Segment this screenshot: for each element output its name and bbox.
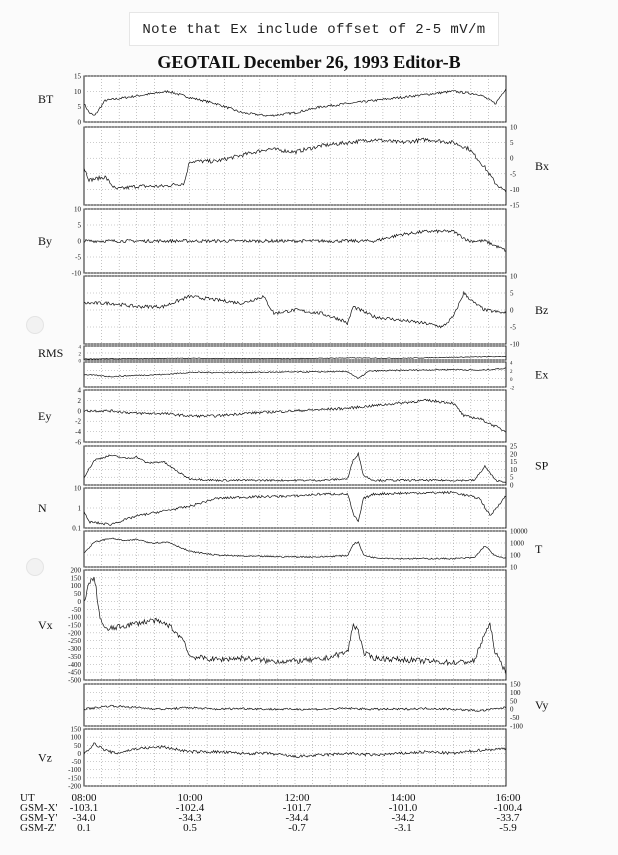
panel-label: Ex <box>535 367 549 382</box>
panel-bz <box>84 273 548 349</box>
tick-label: 25 <box>510 442 517 451</box>
tick-label: 1 <box>77 504 81 513</box>
tick-label: 10000 <box>510 527 528 536</box>
tick-label: 5 <box>77 103 81 112</box>
tick-label: 150 <box>510 680 521 689</box>
panel-label: Bx <box>535 159 550 173</box>
tick-label: -200 <box>68 629 81 638</box>
tick-label: 0 <box>77 597 81 606</box>
panel-bx <box>84 124 549 210</box>
footer-value: 16:00 <box>495 792 521 804</box>
tick-label: -5 <box>75 253 81 262</box>
tick-label: 10 <box>510 272 517 281</box>
footer-value: -34.3 <box>178 812 202 824</box>
tick-label: 2 <box>78 352 81 358</box>
tick-label: -10 <box>510 185 520 194</box>
tick-label: -300 <box>68 645 81 654</box>
footer-value: -34.4 <box>285 812 309 824</box>
footer-value: -34.0 <box>72 812 96 824</box>
panel-n <box>38 485 506 533</box>
tick-label: -4 <box>75 428 81 437</box>
tick-label: 0 <box>78 359 81 365</box>
panel-label: T <box>535 542 543 556</box>
tick-label: 50 <box>74 741 81 750</box>
footer-row-label: UT <box>20 792 35 804</box>
panel-label: Vy <box>535 698 549 712</box>
tick-label: 5 <box>77 221 81 230</box>
tick-label: 0 <box>77 237 81 246</box>
panel-bt <box>38 73 506 127</box>
tick-label: -500 <box>68 676 81 685</box>
footer-value: 0.5 <box>183 822 197 834</box>
tick-label: -15 <box>510 201 520 210</box>
tick-label: -350 <box>68 652 81 661</box>
tick-label: -450 <box>68 668 81 677</box>
panel-label: By <box>38 234 53 248</box>
panel-frame <box>84 390 506 442</box>
tick-label: -5 <box>510 170 516 179</box>
tick-label: 4 <box>510 361 513 367</box>
tick-label: 15 <box>510 458 517 467</box>
tick-label: -6 <box>75 438 81 447</box>
tick-label: 0 <box>510 705 514 714</box>
panel-vx <box>38 567 506 685</box>
panel-label: Vz <box>38 750 52 765</box>
footer-value: -101.0 <box>388 802 418 814</box>
panel-label: BT <box>38 92 54 106</box>
tick-label: 0 <box>77 407 81 416</box>
footer-value: -101.7 <box>282 802 312 814</box>
tick-label: 10 <box>74 205 81 214</box>
footer-value: -34.2 <box>391 812 415 824</box>
tick-label: -200 <box>68 782 81 790</box>
footer-row-label: GSM-Z' <box>20 822 57 834</box>
panel-ex <box>84 362 548 392</box>
tick-label: 0 <box>510 306 514 315</box>
tick-label: -5 <box>510 323 516 332</box>
tick-label: 100 <box>70 582 81 591</box>
tick-label: 5 <box>510 473 514 482</box>
tick-label: 10 <box>510 123 517 132</box>
tick-label: 10 <box>510 563 517 572</box>
tick-label: -100 <box>510 722 523 731</box>
panel-t <box>84 528 543 572</box>
panel-ey <box>38 387 506 447</box>
footer-value: -5.9 <box>499 822 517 834</box>
tick-label: 15 <box>74 72 81 81</box>
panel-label: Ey <box>38 409 52 423</box>
tick-label: 0 <box>77 749 81 758</box>
footer-value: -3.1 <box>394 822 412 834</box>
tick-label: 100 <box>510 688 521 697</box>
footer-value: -33.7 <box>496 812 520 824</box>
tick-label: -100 <box>68 613 81 622</box>
tick-label: 0 <box>510 154 514 163</box>
chart-title: GEOTAIL December 26, 1993 Editor-B <box>157 52 461 72</box>
panel-label: Bz <box>535 303 549 317</box>
tick-label: 4 <box>78 345 81 351</box>
tick-label: 50 <box>510 697 517 706</box>
panel-vz <box>38 726 506 791</box>
tick-label: 0.1 <box>72 524 81 533</box>
tick-label: 50 <box>74 590 81 599</box>
tick-label: -250 <box>68 637 81 646</box>
panel-label: SP <box>535 458 549 473</box>
footer-value: 0.1 <box>77 822 91 834</box>
tick-label: 10 <box>510 465 517 474</box>
tick-label: -400 <box>68 660 81 669</box>
tick-label: -100 <box>68 766 81 775</box>
tick-label: 1000 <box>510 539 524 548</box>
tick-label: 2 <box>77 396 81 405</box>
panel-sp <box>84 443 549 490</box>
tick-label: 0 <box>510 481 514 490</box>
tick-label: 0 <box>510 378 513 384</box>
tick-label: 10 <box>74 484 81 493</box>
footer-value: 08:00 <box>71 792 97 804</box>
tick-label: 0 <box>77 118 81 127</box>
footer-value: 12:00 <box>284 792 310 804</box>
footer-value: -100.4 <box>493 802 523 814</box>
tick-label: -50 <box>71 605 81 614</box>
panel-by <box>38 206 506 278</box>
tick-label: -10 <box>71 269 81 278</box>
tick-label: 150 <box>70 574 81 583</box>
footer-value: -0.7 <box>288 822 306 834</box>
tick-label: -10 <box>510 340 520 349</box>
tick-label: -150 <box>68 621 81 630</box>
tick-label: 5 <box>510 139 514 148</box>
tick-label: -2 <box>75 417 81 426</box>
tick-label: -2 <box>510 386 515 392</box>
tick-label: 200 <box>70 566 81 575</box>
panel-label: RMS <box>38 346 64 360</box>
tick-label: 4 <box>77 386 81 395</box>
panel-vy <box>84 681 548 731</box>
offset-note: Note that Ex include offset of 2-5 mV/m <box>129 12 499 46</box>
panel-label: N <box>38 501 47 515</box>
tick-label: 100 <box>70 733 81 742</box>
footer-row-label: GSM-Y' <box>20 812 58 824</box>
tick-label: 100 <box>510 551 521 560</box>
tick-label: 5 <box>510 289 514 298</box>
tick-label: -50 <box>71 758 81 767</box>
footer-row-label: GSM-X' <box>20 802 58 814</box>
tick-label: 10 <box>74 87 81 96</box>
footer-value: 10:00 <box>177 792 203 804</box>
tick-label: 150 <box>70 725 81 734</box>
footer-value: -102.4 <box>175 802 205 814</box>
tick-label: 20 <box>510 450 517 459</box>
tick-label: -50 <box>510 714 520 723</box>
tick-label: 2 <box>510 369 513 375</box>
footer-value: -103.1 <box>69 802 99 814</box>
tick-label: -150 <box>68 774 81 783</box>
panel-label: Vx <box>38 618 53 632</box>
footer-value: 14:00 <box>390 792 416 804</box>
